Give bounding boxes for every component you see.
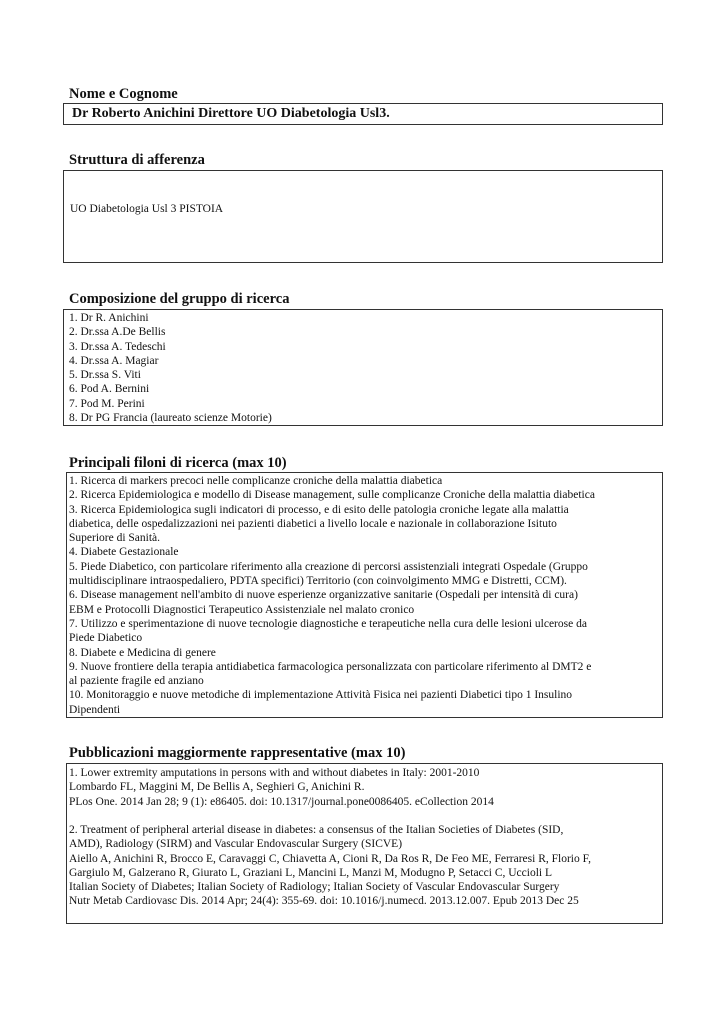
list-item: 7. Pod M. Perini xyxy=(69,397,145,410)
list-item: multidisciplinare intraospedaliero, PDTA specifici) Territorio (con coinvolgimento MMG e Distretti, CCM). xyxy=(69,575,567,588)
publication-1 xyxy=(69,766,494,809)
section-title-structure: Struttura di afferenza xyxy=(69,152,205,168)
list-item: 4. Diabete Gestazionale xyxy=(69,546,179,559)
list-item: 5. Dr.ssa S. Viti xyxy=(69,369,141,382)
list-item: 3. Ricerca Epidemiologica sugli indicatori di processo, e di esito delle patologia croniche legate alla malattia xyxy=(69,503,569,516)
list-item: 2. Dr.ssa A.De Bellis xyxy=(69,326,166,339)
list-item: 7. Utilizzo e sperimentazione di nuove tecnologie diagnostiche e terapeutiche nella cura delle lesioni ulcerose da xyxy=(69,617,587,630)
list-item: 9. Nuove frontiere della terapia antidiabetica farmacologica personalizzata con particolare riferimento al DMT2 e xyxy=(69,660,592,673)
list-item: 2. Ricerca Epidemiologica e modello di Disease management, sulle complicanze Croniche della malattia diabetica xyxy=(69,489,595,502)
list-item: diabetica, delle ospedalizzazioni nei pazienti diabetici a livello locale e nazionale in collaborazione Isituto xyxy=(69,517,557,530)
publication-line: 2. Treatment of peripheral arterial disease in diabetes: a consensus of the Italian Societies of Diabetes (SID, xyxy=(69,824,564,836)
list-item: 6. Pod A. Bernini xyxy=(69,383,150,396)
structure-value: UO Diabetologia Usl 3 PISTOIA xyxy=(70,203,224,215)
group-members-box xyxy=(63,309,663,426)
list-item: EBM e Protocolli Diagnostici Terapeutico Assistenziale nel malato cronico xyxy=(69,603,415,616)
research-box xyxy=(66,472,663,718)
list-item: 3. Dr.ssa A. Tedeschi xyxy=(69,340,166,353)
research-list xyxy=(69,474,595,717)
name-value: Dr Roberto Anichini Direttore UO Diabetologia Usl3. xyxy=(72,106,390,121)
list-item: 1. Ricerca di markers precoci nelle complicanze croniche della malattia diabetica xyxy=(69,475,443,487)
name-field xyxy=(63,103,663,125)
list-item: 10. Monitoraggio e nuove metodiche di implementazione Attività Fisica nei pazienti Diabetici tipo 1 Insulino xyxy=(69,689,573,702)
list-item: 5. Piede Diabetico, con particolare riferimento alla creazione di percorsi assistenziali integrati Ospedale (Gruppo xyxy=(69,560,588,573)
list-item: 4. Dr.ssa A. Magiar xyxy=(69,354,159,367)
list-item: 8. Diabete e Medicina di genere xyxy=(69,646,216,659)
list-item: Superiore di Sanità. xyxy=(69,532,161,545)
publication-2 xyxy=(69,823,591,909)
publication-line: Gargiulo M, Galzerano R, Giurato L, Graziani L, Mancini L, Manzi M, Modugno P, Setacci C, Uccioli L xyxy=(69,866,552,879)
list-item: 8. Dr PG Francia (laureato scienze Motorie) xyxy=(69,412,272,425)
publication-line: Aiello A, Anichini R, Brocco E, Caravaggi C, Chiavetta A, Cioni R, Da Ros R, De Feo ME, Ferraresi R, Florio F, xyxy=(69,852,591,865)
list-item: 6. Disease management nell'ambito di nuove esperienze organizzative sanitarie (Ospedali per intensità di cura) xyxy=(69,589,578,602)
section-title-research: Principali filoni di ricerca (max 10) xyxy=(69,455,287,471)
publication-line: Lombardo FL, Maggini M, De Bellis A, Seghieri G, Anichini R. xyxy=(69,781,365,794)
publication-line: 1. Lower extremity amputations in persons with and without diabetes in Italy: 2001-2010 xyxy=(69,767,480,779)
publication-line: AMD), Radiology (SIRM) and Vascular Endovascular Surgery (SICVE) xyxy=(69,838,403,851)
publication-line: PLos One. 2014 Jan 28; 9 (1): e86405. doi: 10.1317/journal.pone0086405. eCollection 2014 xyxy=(69,795,494,808)
publication-line: Italian Society of Diabetes; Italian Society of Radiology; Italian Society of Vascular Endovascular Surgery xyxy=(69,881,560,894)
section-title-name: Nome e Cognome xyxy=(69,86,178,102)
structure-field xyxy=(63,170,663,263)
list-item: Piede Diabetico xyxy=(69,632,143,645)
list-item: al paziente fragile ed anziano xyxy=(69,675,204,688)
list-item: Dipendenti xyxy=(69,703,121,716)
section-title-publications: Pubblicazioni maggiormente rappresentative (max 10) xyxy=(69,745,406,761)
publication-line: Nutr Metab Cardiovasc Dis. 2014 Apr; 24(4): 355-69. doi: 10.1016/j.numecd. 2013.12.007. Epub 2013 Dec 25 xyxy=(69,895,579,908)
section-title-group: Composizione del gruppo di ricerca xyxy=(69,291,290,307)
group-members-list xyxy=(69,311,272,425)
publications-box xyxy=(66,763,663,924)
list-item: 1. Dr R. Anichini xyxy=(69,312,149,324)
